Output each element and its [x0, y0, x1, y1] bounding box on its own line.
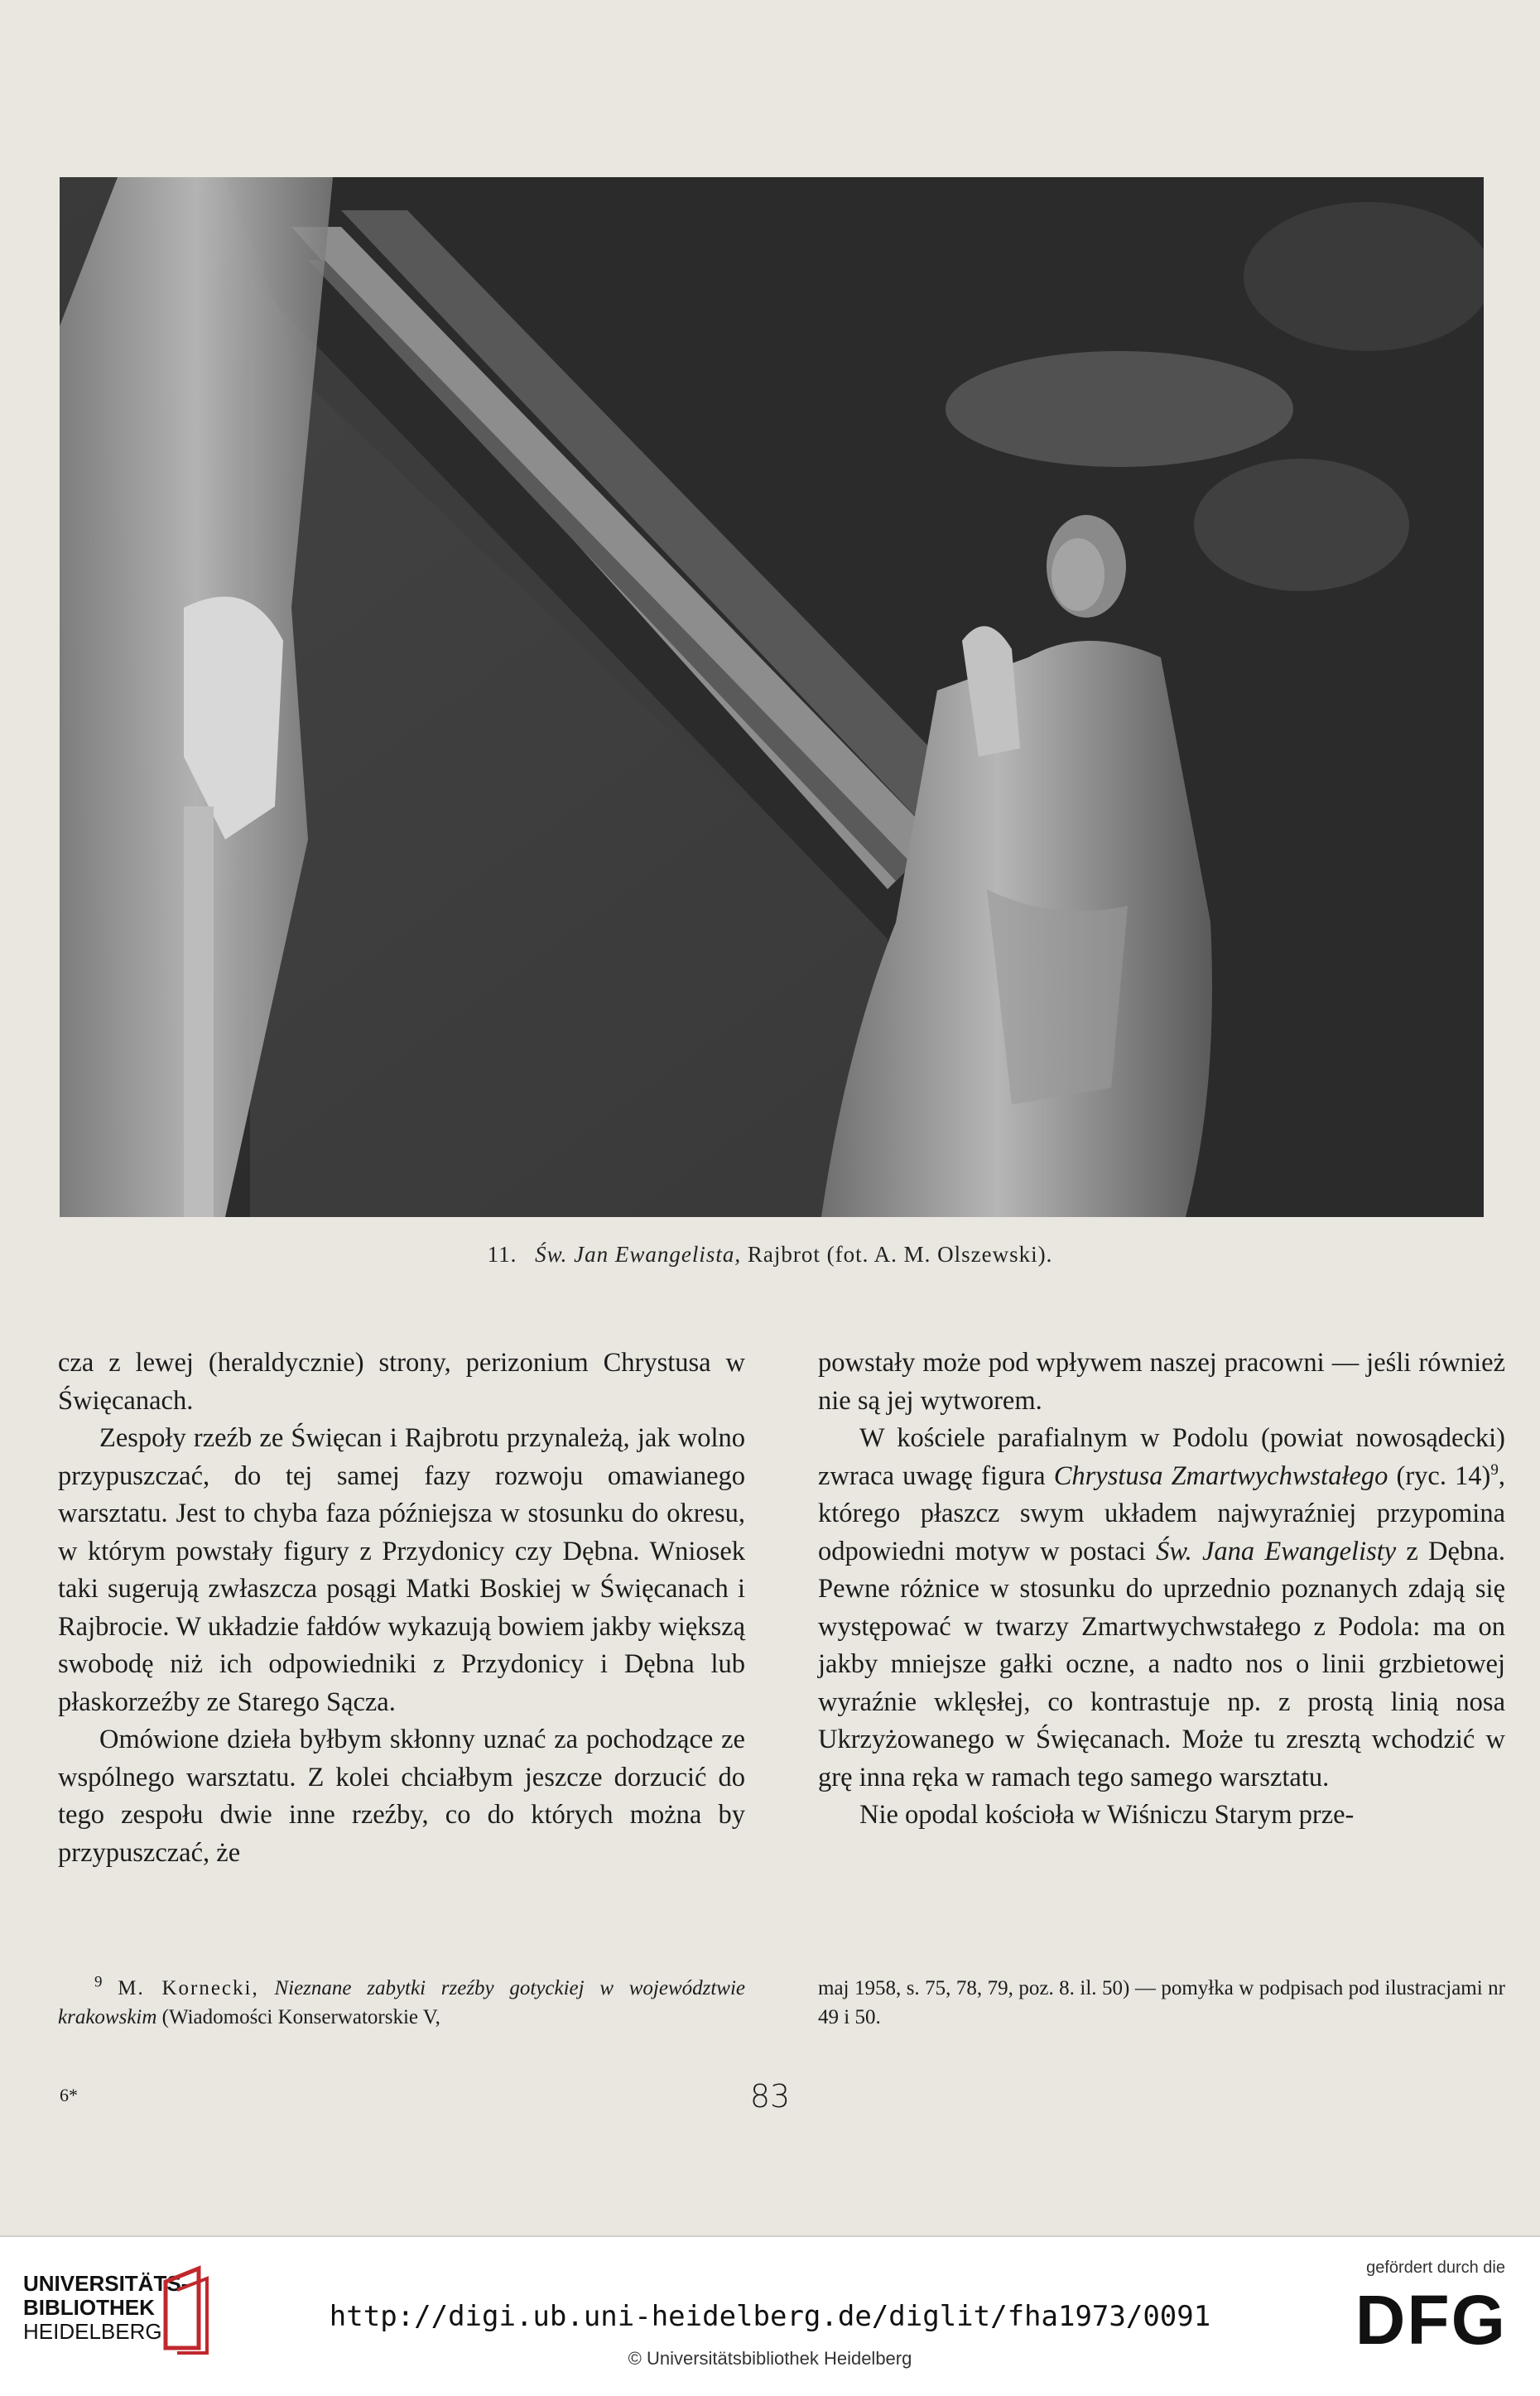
footnote-right	[818, 1974, 1505, 2032]
text-run: (ryc. 14)	[1388, 1460, 1491, 1491]
figure-number: 11.	[487, 1242, 517, 1267]
left-text-column	[58, 1345, 745, 1872]
figure-title: Św. Jan Ewangelista,	[535, 1242, 742, 1267]
permalink-url[interactable]: http://digi.ub.uni-heidelberg.de/diglit/fha1973/0091	[329, 2300, 1211, 2333]
figure-caption	[0, 1242, 1540, 1268]
paragraph	[818, 1420, 1505, 1797]
footnote-title: Nieznane zabytki rzeźby gotyckiej w województwie krakowskim	[58, 1977, 746, 2028]
footnote-left	[58, 1974, 745, 2032]
artwork-title: Chrystusa Zmartwychwstałego	[1053, 1460, 1388, 1491]
paragraph: Omówione dzieła byłbym skłonny uznać za pochodzące ze wspólnego warsztatu. Z kolei chciałbym jeszcze dorzucić do tego zespołu dwie inne rzeźby, co do których można by przypuszczać, że	[58, 1725, 745, 1868]
paragraph: Nie opodal kościoła w Wiśniczu Starym prze-	[859, 1800, 1355, 1830]
copyright: © Universitätsbibliothek Heidelberg	[628, 2348, 912, 2369]
paragraph: powstały może pod wpływem naszej pracowni — jeśli również nie są jej wytworem.	[818, 1348, 1505, 1416]
footnote-author: M. Kornecki,	[118, 1977, 259, 1999]
divider	[0, 2235, 1540, 2237]
funded-by-label: gefördert durch die	[1366, 2259, 1505, 2277]
right-text-column	[818, 1345, 1505, 1835]
signature-mark: 6*	[60, 2085, 78, 2105]
paragraph: Zespoły rzeźb ze Święcan i Rajbrotu przynależą, jak wolno przypuszczać, do tej samej fazy rozwoju omawianego warsztatu. Jest to chyba faza późniejsza w stosunku do okresu, w którym powstały figury z Przydonicy czy Dębna. Wniosek taki sugerują zwłaszcza posągi Matki Boskiej w Święcanach i Rajbrocie. W układzie fałdów wykazują bowiem jakby większą swobodę niż ich odpowiedniki z Przydonicy i Dębna lub płaskorzeźby ze Starego Sącza.	[58, 1423, 745, 1717]
footnote-text: (Wiadomości Konserwatorskie V,	[161, 2006, 440, 2028]
logo-text: BIBLIOTHEK	[23, 2295, 155, 2320]
artwork-title: Św. Jana Ewangelisty	[1156, 1536, 1397, 1566]
logo-text: HEIDELBERG	[23, 2319, 162, 2344]
footnote-mark: 9	[94, 1973, 103, 1991]
footnote-text: maj 1958, s. 75, 78, 79, poz. 8. il. 50) — pomyłka w podpisach pod ilustracjami nr 49 i 50.	[818, 1977, 1505, 2028]
dfg-logo[interactable]: DFG	[1355, 2281, 1507, 2359]
footnote-ref: 9	[1490, 1460, 1499, 1479]
logo-text: UNIVERSITÄTS-	[23, 2271, 189, 2296]
text-run: W kościele parafialnym w Podolu (powiat nowosądecki) zwraca uwagę figura	[818, 1423, 1505, 1491]
figure-credit: Rajbrot (fot. A. M. Olszewski).	[747, 1242, 1053, 1267]
paragraph: cza z lewej (heraldycznie) strony, perizonium Chrystusa w Święcanach.	[58, 1348, 745, 1416]
page-number: 83	[749, 2078, 791, 2115]
figure-photo-st-john-evangelist	[60, 177, 1484, 1217]
text-run: , którego płaszcz swym układem najwyraźniej przypomina odpowiedni motyw w postaci	[818, 1460, 1505, 1566]
text-run: z Dębna. Pewne różnice w stosunku do uprzednio poznanych zdają się występować w twarzy Zmartwychwstałego z Podola: ma on jakby mniejsze gałki oczne, a nadto nos o linii grzbietowej wyraźnie wklęsłej, co kontrastuje np. z prostą linią nosa Ukrzyżowanego w Święcanach. Może tu zresztą wchodzić w grę inna ręka w ramach tego samego warsztatu.	[818, 1536, 1506, 1792]
footer-bar	[0, 2235, 1540, 2396]
